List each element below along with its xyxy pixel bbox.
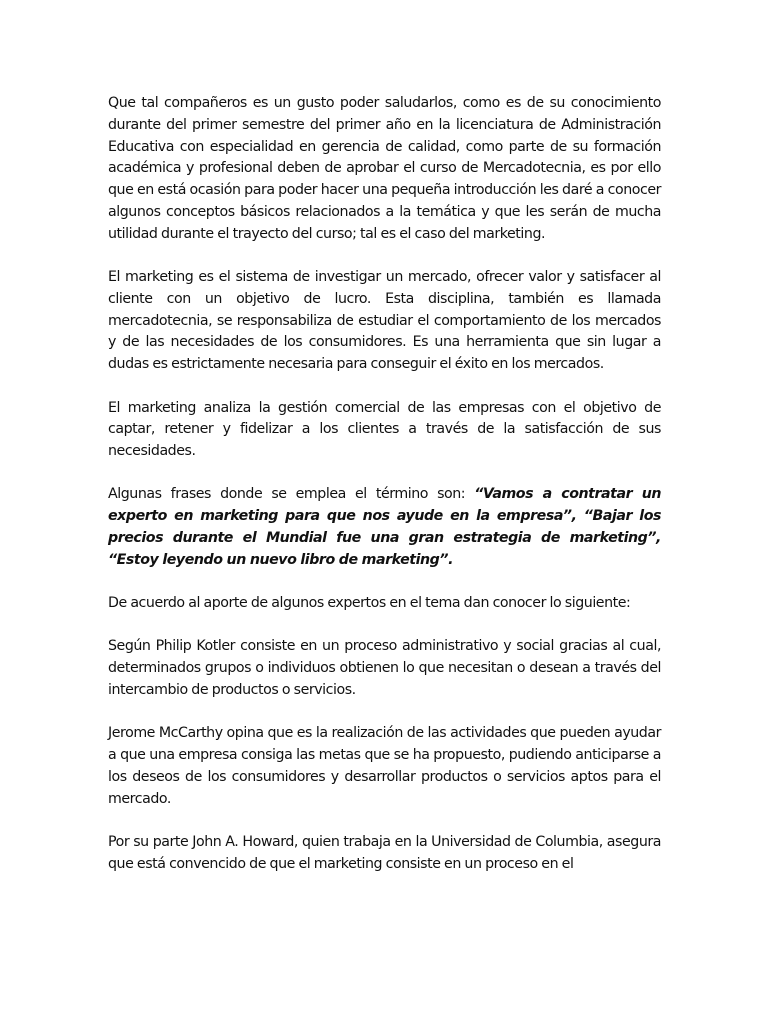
example-quote-3: “Estoy leyendo un nuevo libro de marketing” [108,551,449,568]
paragraph-marketing-analysis: El marketing analiza la gestión comercial de las empresas con el objetivo de captar, retener y fidelizar a los clientes a través de la satisfacción de sus necesidades. [108,399,661,460]
example-quote-2: “Bajar los precios durante el Mundial fue una gran estrategia de marketing” [108,508,661,547]
paragraph-mccarthy: Jerome McCarthy opina que es la realización de las actividades que pueden ayudar a que una empresa consiga las metas que se ha propuesto, pudiendo anticiparse a los deseos de los consumidores y desarrollar productos o servicios aptos para el mercado. [108,725,661,807]
document-page [108,93,661,897]
example-phrases-end: . [448,551,454,568]
paragraph-example-phrases [108,484,661,571]
paragraph-howard: Por su parte John A. Howard, quien trabaja en la Universidad de Columbia, asegura que está convencido de que el marketing consiste en un proceso en el [108,834,661,872]
paragraph-kotler: Según Philip Kotler consiste en un proceso administrativo y social gracias al cual, determinados grupos o individuos obtienen lo que necesitan o desean a través del intercambio de productos o servicios. [108,638,661,699]
example-separator-2: , [656,530,661,547]
example-phrases-intro: Algunas frases donde se emplea el término son: [108,486,475,503]
example-quote-1: “Vamos a contratar un experto en marketing para que nos ayude en la empresa” [108,486,662,525]
paragraph-experts-intro: De acuerdo al aporte de algunos expertos en el tema dan conocer lo siguiente: [108,595,631,612]
example-separator-1: , [571,508,584,525]
paragraph-marketing-definition: El marketing es el sistema de investigar un mercado, ofrecer valor y satisfacer al cliente con un objetivo de lucro. Esta disciplina, también es llamada mercadotecnia, se responsabiliza de estudiar el comportamiento de los mercados y de las necesidades de los consumidores. Es una herramienta que sin lugar a dudas es estrictamente necesaria para conseguir el éxito en los mercados. [108,269,661,373]
paragraph-introduction: Que tal compañeros es un gusto poder saludarlos, como es de su conocimiento durante del primer semestre del primer año en la licenciatura de Administración Educativa con especialidad en gerencia de calidad, como parte de su formación académica y profesional deben de aprobar el curso de Mercadotecnia, es por ello que en está ocasión para poder hacer una pequeña introducción les daré a conocer algunos conceptos básicos relacionados a la temática y que les serán de mucha utilidad durante el trayecto del curso; tal es el caso del marketing. [108,95,661,242]
